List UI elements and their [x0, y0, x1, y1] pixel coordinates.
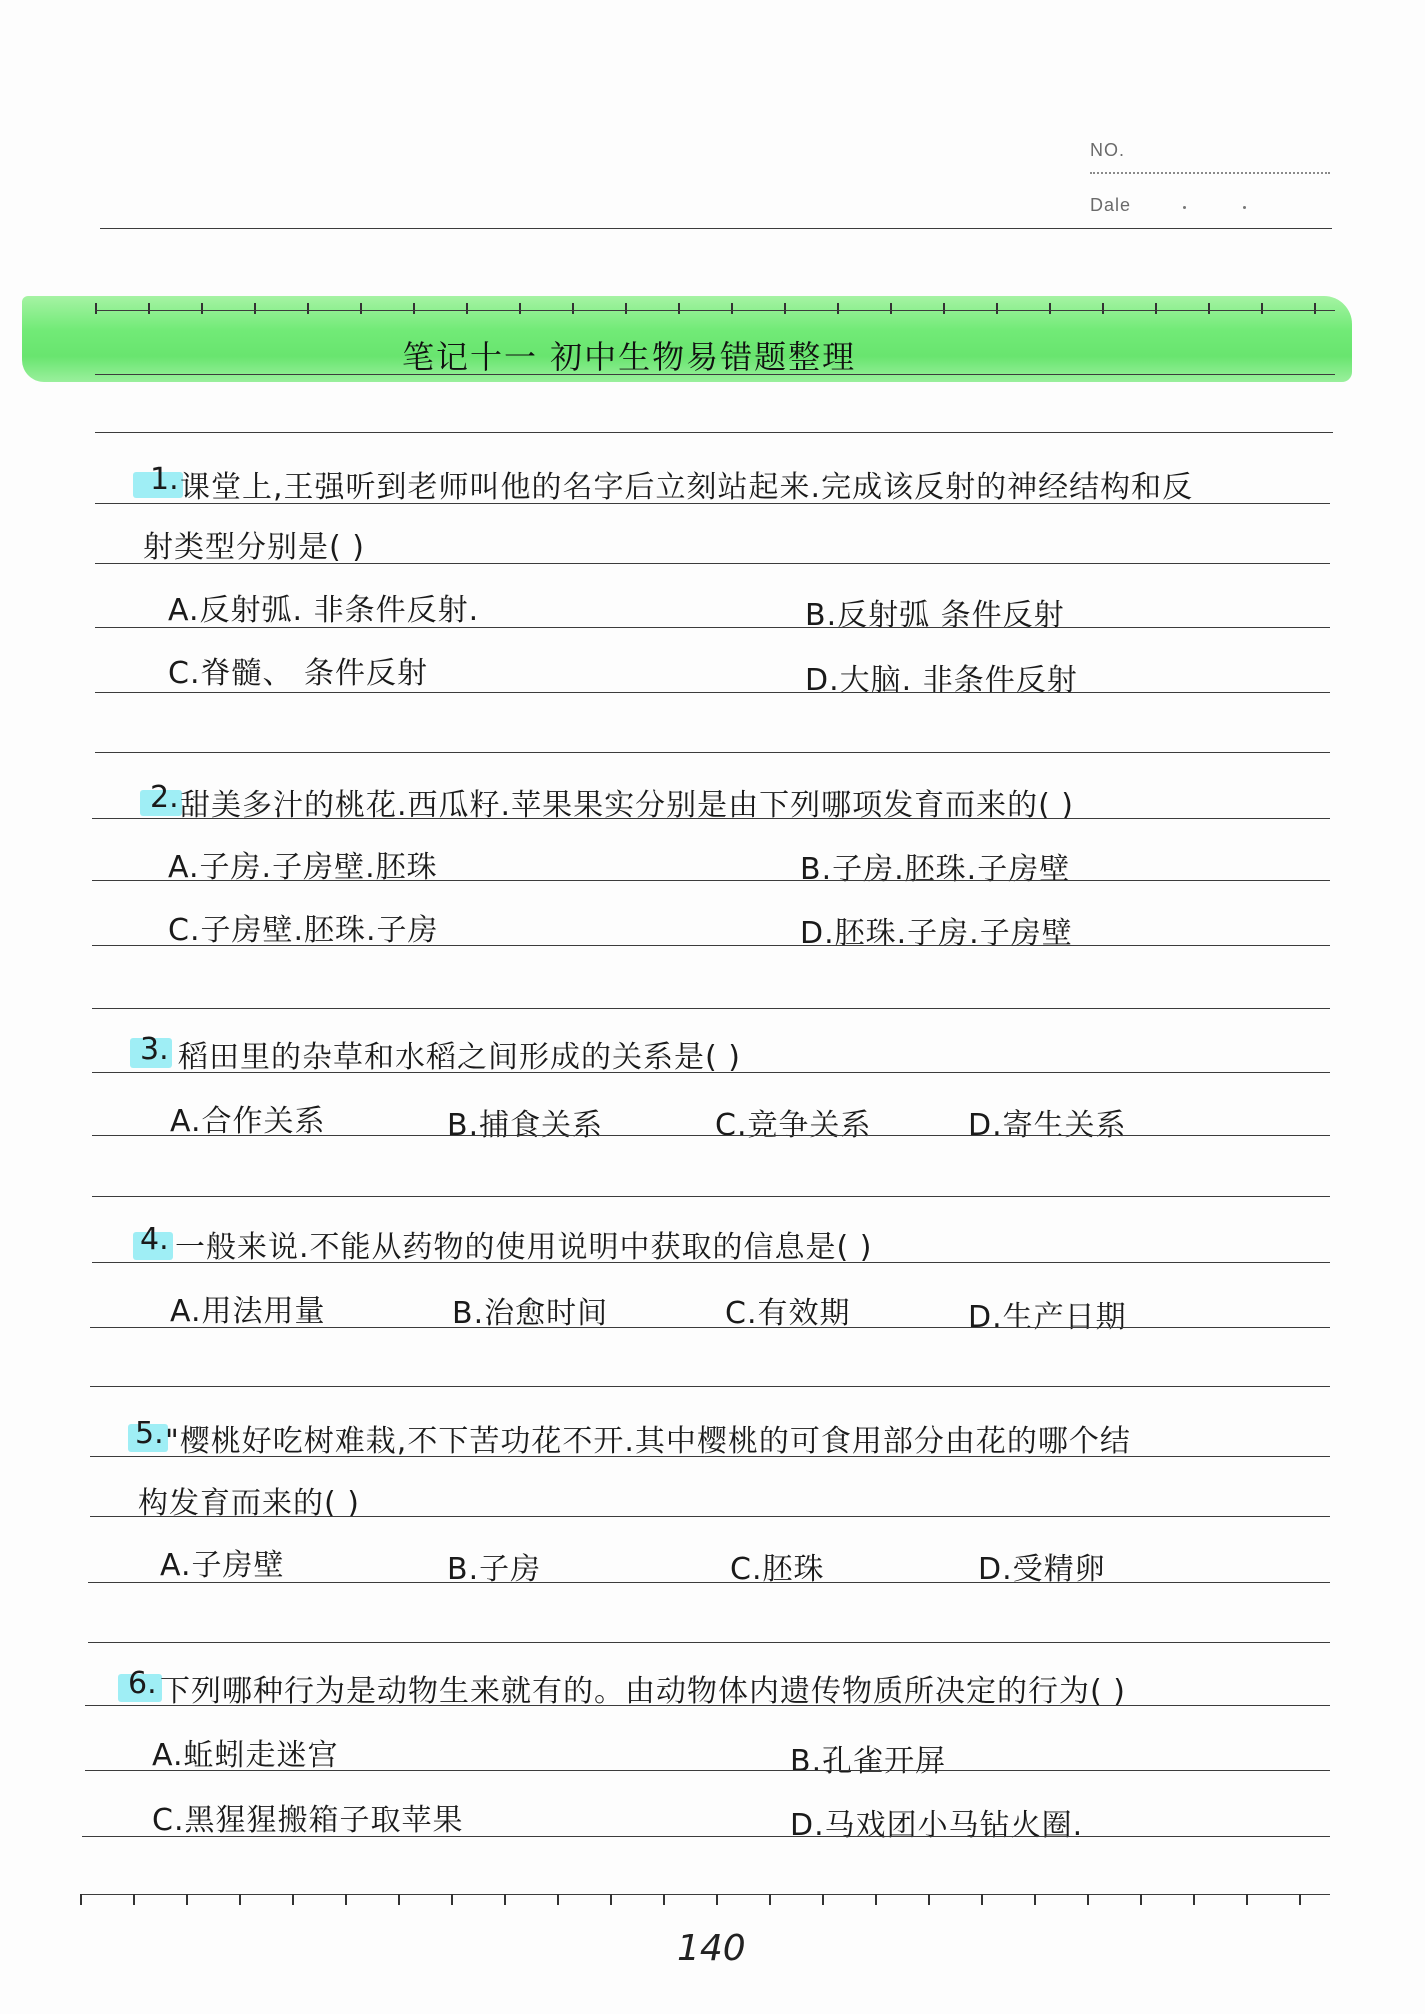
- ruler-tick: [413, 303, 415, 314]
- option-d: D.大脑. 非条件反射: [805, 663, 1078, 698]
- ruler-tick: [769, 1894, 771, 1905]
- ruler-tick: [504, 1894, 506, 1905]
- date-label: Dale: [1090, 195, 1132, 215]
- ruler-tick: [610, 1894, 612, 1905]
- line-rule: [90, 1327, 1330, 1328]
- ruler-tick: [1299, 1894, 1301, 1905]
- option-c: C.有效期: [725, 1296, 851, 1331]
- ruler-tick: [1314, 303, 1316, 314]
- line-rule: [95, 627, 1330, 628]
- option-b: B.捕食关系: [447, 1108, 604, 1143]
- ruler-ticks-bottom: [80, 1894, 1330, 1908]
- ruler-tick: [981, 1894, 983, 1905]
- option-d: D.受精卵: [978, 1552, 1106, 1587]
- ruler-tick: [890, 303, 892, 314]
- ruler-tick: [1102, 303, 1104, 314]
- blank-rule: [88, 1642, 1330, 1643]
- date-dot: [1183, 206, 1186, 209]
- option-a: A.子房.子房壁.胚珠: [168, 850, 438, 885]
- option-c: C.黑猩猩搬箱子取苹果: [152, 1803, 464, 1838]
- title-rule: [95, 310, 1335, 311]
- line-rule: [92, 1135, 1330, 1136]
- question-number: 6.: [128, 1666, 157, 1701]
- ruler-tick: [239, 1894, 241, 1905]
- date-dot: [1243, 206, 1246, 209]
- line-rule: [82, 1836, 1330, 1837]
- ruler-tick: [996, 303, 998, 314]
- ruler-tick: [466, 303, 468, 314]
- ruler-tick: [345, 1894, 347, 1905]
- line-rule: [92, 1072, 1330, 1073]
- no-label: NO.: [1090, 140, 1126, 160]
- ruler-tick: [1246, 1894, 1248, 1905]
- ruler-tick: [943, 303, 945, 314]
- ruler-tick: [95, 303, 97, 314]
- ruler-tick: [1261, 303, 1263, 314]
- option-b: B.子房.胚珠.子房壁: [800, 852, 1071, 887]
- option-c: C.竞争关系: [715, 1108, 872, 1143]
- option-d: D.胚珠.子房.子房壁: [800, 916, 1073, 951]
- ruler-tick: [678, 303, 680, 314]
- line-rule: [90, 1516, 1330, 1517]
- question-number: 5.: [135, 1416, 164, 1451]
- page-title: 笔记十一 初中生物易错题整理: [402, 338, 857, 376]
- ruler-tick: [928, 1894, 930, 1905]
- question-text: 甜美多汁的桃花.西瓜籽.苹果果实分别是由下列哪项发育而来的( ): [180, 788, 1075, 823]
- ruler-tick: [254, 303, 256, 314]
- line-rule: [90, 1456, 1330, 1457]
- ruler-tick: [80, 1894, 82, 1905]
- blank-rule: [92, 1196, 1330, 1197]
- line-rule: [92, 945, 1330, 946]
- no-dotted-line: [1090, 172, 1330, 174]
- ruler-tick: [875, 1894, 877, 1905]
- ruler-tick: [186, 1894, 188, 1905]
- ruler-tick: [1193, 1894, 1195, 1905]
- ruler-tick: [784, 303, 786, 314]
- question-text: 课堂上,王强听到老师叫他的名字后立刻站起来.完成该反射的神经结构和反: [180, 470, 1194, 505]
- ruler-tick: [1049, 303, 1051, 314]
- line-rule: [85, 1705, 1330, 1706]
- title-underline: [95, 374, 1335, 375]
- line-rule: [95, 503, 1330, 504]
- ruler-tick: [663, 1894, 665, 1905]
- line-rule: [92, 1262, 1330, 1263]
- line-rule: [95, 692, 1330, 693]
- ruler-tick: [201, 303, 203, 314]
- ruler-tick: [1140, 1894, 1142, 1905]
- question-text: "樱桃好吃树难栽,不下苦功花不开.其中樱桃的可食用部分由花的哪个结: [165, 1424, 1131, 1459]
- blank-rule: [92, 1008, 1330, 1009]
- ruler-tick: [307, 303, 309, 314]
- ruler-tick: [148, 303, 150, 314]
- blank-rule: [95, 432, 1333, 433]
- option-a: A.合作关系: [170, 1104, 326, 1139]
- question-text: 下列哪种行为是动物生来就有的。由动物体内遗传物质所决定的行为( ): [160, 1674, 1126, 1709]
- question-text-cont: 构发育而来的( ): [138, 1486, 360, 1521]
- question-number: 3.: [140, 1032, 169, 1067]
- option-d: D.寄生关系: [968, 1108, 1127, 1143]
- ruler-tick: [292, 1894, 294, 1905]
- question-text-cont: 射类型分别是( ): [143, 530, 365, 565]
- ruler-tick: [398, 1894, 400, 1905]
- option-b: B.孔雀开屏: [790, 1744, 947, 1779]
- ruler-tick: [451, 1894, 453, 1905]
- ruler-tick: [822, 1894, 824, 1905]
- ruler-tick: [133, 1894, 135, 1905]
- ruler-tick: [572, 303, 574, 314]
- option-b: B.反射弧 条件反射: [805, 598, 1065, 633]
- question-text: 稻田里的杂草和水稻之间形成的关系是( ): [178, 1040, 741, 1075]
- question-text: 一般来说.不能从药物的使用说明中获取的信息是( ): [175, 1230, 873, 1265]
- ruler-tick: [625, 303, 627, 314]
- blank-rule: [90, 1386, 1330, 1387]
- line-rule: [95, 563, 1330, 564]
- ruler-tick: [557, 1894, 559, 1905]
- option-a: A.子房壁: [160, 1548, 285, 1583]
- ruler-tick: [731, 303, 733, 314]
- option-c: C.子房壁.胚珠.子房: [168, 913, 439, 948]
- option-c: C.脊髓、 条件反射: [168, 656, 429, 691]
- ruler-tick: [1155, 303, 1157, 314]
- option-a: A.蚯蚓走迷宫: [152, 1738, 339, 1773]
- ruler-tick: [1208, 303, 1210, 314]
- question-number: 2.: [150, 780, 179, 815]
- header-rule: [100, 228, 1332, 229]
- option-d: D.马戏团小马钻火圈.: [790, 1808, 1084, 1843]
- line-rule: [85, 1770, 1330, 1771]
- ruler-tick: [837, 303, 839, 314]
- option-b: B.治愈时间: [452, 1296, 609, 1331]
- ruler-tick: [360, 303, 362, 314]
- blank-rule: [95, 752, 1330, 753]
- ruler-tick: [716, 1894, 718, 1905]
- option-a: A.用法用量: [170, 1294, 326, 1329]
- question-number: 4.: [140, 1222, 169, 1257]
- line-rule: [92, 880, 1330, 881]
- ruler-tick: [1087, 1894, 1089, 1905]
- page-number: 140: [677, 1928, 746, 1969]
- option-c: C.胚珠: [730, 1552, 825, 1587]
- question-number: 1.: [150, 462, 179, 497]
- line-rule: [92, 818, 1330, 819]
- option-d: D.生产日期: [968, 1300, 1127, 1335]
- line-rule: [88, 1582, 1330, 1583]
- option-a: A.反射弧. 非条件反射.: [168, 593, 480, 628]
- ruler-tick: [1034, 1894, 1036, 1905]
- ruler-tick: [519, 303, 521, 314]
- option-b: B.子房: [447, 1552, 542, 1587]
